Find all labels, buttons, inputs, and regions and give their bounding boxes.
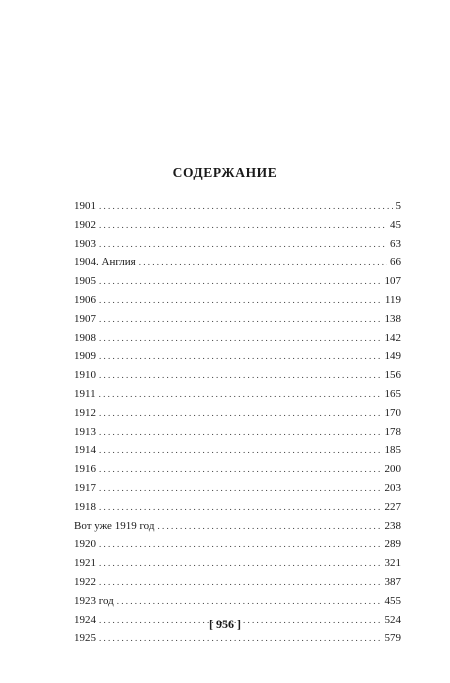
toc-entry-page: 66 <box>390 256 401 269</box>
toc-entry <box>74 479 401 498</box>
toc-leader-dots <box>99 554 382 573</box>
toc-entry-label: 1901 <box>74 200 96 212</box>
toc-entry <box>74 253 401 272</box>
toc-entry-page: 579 <box>384 632 401 645</box>
toc-entry-label: 1910 <box>74 369 96 382</box>
toc-entry-page: 227 <box>384 500 401 513</box>
toc-entry <box>74 535 401 554</box>
toc-entry <box>74 423 401 442</box>
toc-entry-label: 1922 <box>74 575 96 588</box>
toc-entry <box>74 498 401 517</box>
toc-leader-dots <box>99 197 393 216</box>
toc-entry <box>74 592 401 611</box>
toc-entry <box>74 197 401 216</box>
toc-entry-page: 138 <box>384 312 401 325</box>
toc-entry-page: 321 <box>384 557 401 570</box>
toc-entry <box>74 310 401 329</box>
toc-leader-dots <box>99 329 382 348</box>
toc-entry-label: 1917 <box>74 481 96 494</box>
toc-leader-dots <box>99 573 382 592</box>
toc-entry-page: 45 <box>390 218 401 231</box>
toc-entry <box>74 329 401 348</box>
toc-entry-page: 107 <box>384 275 401 288</box>
toc-entry <box>74 235 401 254</box>
toc-entry-page: 455 <box>384 594 401 607</box>
toc-entry-label: 1909 <box>74 350 96 363</box>
toc-entry <box>74 460 401 479</box>
toc-entry-page: 203 <box>384 481 401 494</box>
toc-leader-dots <box>99 272 382 291</box>
toc-entry <box>74 385 401 404</box>
toc-leader-dots <box>99 460 382 479</box>
toc-entry-label: 1924 <box>74 613 96 626</box>
toc-entry <box>74 272 401 291</box>
toc-entry <box>74 291 401 310</box>
toc-entry-label: 1921 <box>74 557 96 570</box>
toc-leader-dots <box>99 535 382 554</box>
toc-entry-page: 289 <box>384 538 401 551</box>
toc-entry <box>74 629 401 648</box>
toc-leader-dots <box>99 347 382 366</box>
toc-entry-page: 142 <box>384 331 401 344</box>
toc-entry-page: 238 <box>384 519 401 532</box>
toc-entry <box>74 573 401 592</box>
toc-entry-page: 387 <box>384 575 401 588</box>
toc-leader-dots <box>99 404 382 423</box>
toc-entry-label: Вот уже 1919 год <box>74 519 155 532</box>
toc-entry <box>74 366 401 385</box>
toc-entry-page: 165 <box>384 387 401 400</box>
toc-entry <box>74 554 401 573</box>
toc-entry-label: 1913 <box>74 425 96 438</box>
toc-entry-label: 1911 <box>74 387 96 400</box>
toc-entry-page: 156 <box>384 369 401 382</box>
toc-entry-page: 200 <box>384 463 401 476</box>
toc-entry <box>74 441 401 460</box>
toc-entry-label: 1916 <box>74 463 96 476</box>
toc-entry-label: 1908 <box>74 331 96 344</box>
toc-leader-dots <box>99 385 382 404</box>
page-title: СОДЕРЖАНИЕ <box>172 165 278 180</box>
toc-entry-label: 1906 <box>74 293 96 306</box>
toc-entry-page: 524 <box>384 613 401 626</box>
toc-entry-label: 1918 <box>74 500 96 513</box>
toc-entry-page: 119 <box>384 293 401 306</box>
toc-entry-page: 63 <box>390 237 401 250</box>
toc-leader-dots <box>139 253 387 272</box>
toc-leader-dots <box>99 441 382 460</box>
toc-leader-dots <box>99 479 382 498</box>
page-number: [ 956 ] <box>209 617 241 631</box>
table-of-contents <box>74 197 401 648</box>
toc-leader-dots <box>99 366 382 385</box>
toc-leader-dots <box>99 498 382 517</box>
toc-entry <box>74 347 401 366</box>
toc-entry-label: 1920 <box>74 538 96 551</box>
toc-entry <box>74 517 401 536</box>
toc-leader-dots <box>99 235 387 254</box>
toc-leader-dots <box>99 629 382 648</box>
toc-entry-label: 1903 <box>74 237 96 250</box>
toc-entry-label: 1907 <box>74 312 96 325</box>
toc-entry-page: 5 <box>395 200 401 212</box>
toc-leader-dots <box>117 592 382 611</box>
toc-leader-dots <box>99 310 382 329</box>
toc-leader-dots <box>157 517 381 536</box>
toc-leader-dots <box>99 291 382 310</box>
toc-entry-page: 149 <box>384 350 401 363</box>
toc-entry <box>74 404 401 423</box>
toc-entry-label: 1925 <box>74 632 96 645</box>
toc-entry-label: 1905 <box>74 275 96 288</box>
toc-entry-label: 1923 год <box>74 594 114 607</box>
toc-entry <box>74 216 401 235</box>
toc-entry-label: 1912 <box>74 406 96 419</box>
toc-entry-page: 170 <box>384 406 401 419</box>
toc-leader-dots <box>99 423 382 442</box>
toc-entry-page: 178 <box>384 425 401 438</box>
toc-entry-page: 185 <box>384 444 401 457</box>
toc-entry-label: 1914 <box>74 444 96 457</box>
toc-entry-label: 1904. Англия <box>74 256 136 269</box>
toc-entry-label: 1902 <box>74 218 96 231</box>
toc-leader-dots <box>99 216 387 235</box>
